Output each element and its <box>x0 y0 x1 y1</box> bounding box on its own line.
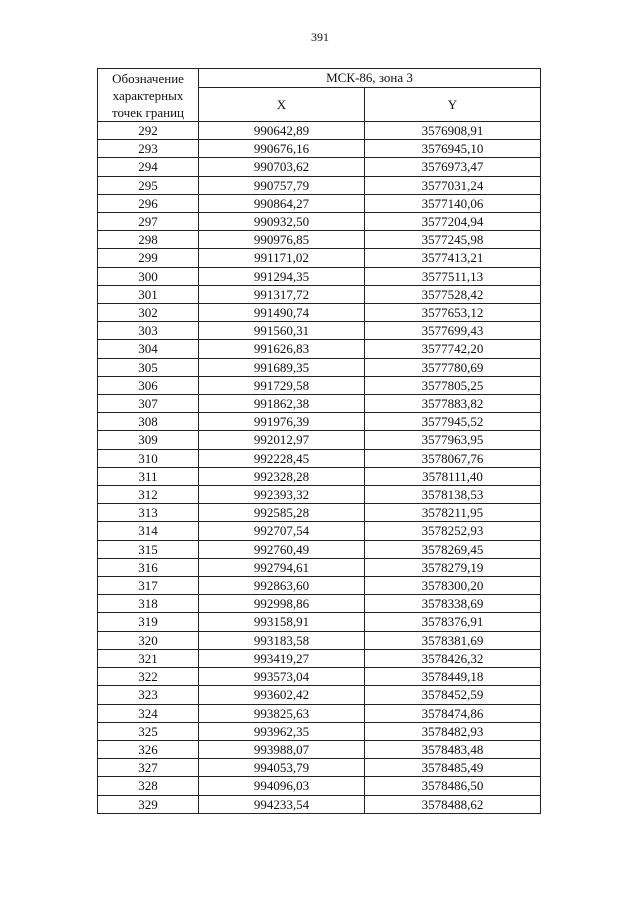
y-coordinate-cell: 3578449,18 <box>365 668 541 686</box>
y-coordinate-cell: 3578138,53 <box>365 486 541 504</box>
point-number-cell: 297 <box>98 213 199 231</box>
point-number-cell: 327 <box>98 759 199 777</box>
table-row <box>98 704 541 722</box>
x-coordinate-cell: 994233,54 <box>199 795 365 813</box>
y-coordinate-cell: 3578252,93 <box>365 522 541 540</box>
table-row <box>98 431 541 449</box>
point-number-cell: 319 <box>98 613 199 631</box>
y-coordinate-cell: 3577653,12 <box>365 304 541 322</box>
x-coordinate-cell: 991490,74 <box>199 304 365 322</box>
y-coordinate-cell: 3576945,10 <box>365 140 541 158</box>
header-point-designation: Обозначение характерных точек границ <box>98 69 199 122</box>
x-coordinate-cell: 993962,35 <box>199 722 365 740</box>
y-coordinate-cell: 3578474,86 <box>365 704 541 722</box>
x-coordinate-cell: 991976,39 <box>199 413 365 431</box>
x-coordinate-cell: 993158,91 <box>199 613 365 631</box>
table-row <box>98 322 541 340</box>
y-coordinate-cell: 3577511,13 <box>365 267 541 285</box>
point-number-cell: 318 <box>98 595 199 613</box>
x-coordinate-cell: 992393,32 <box>199 486 365 504</box>
table-row <box>98 740 541 758</box>
y-coordinate-cell: 3578426,32 <box>365 649 541 667</box>
point-number-cell: 303 <box>98 322 199 340</box>
table-row <box>98 285 541 303</box>
y-coordinate-cell: 3577031,24 <box>365 176 541 194</box>
x-coordinate-cell: 991317,72 <box>199 285 365 303</box>
y-coordinate-cell: 3576973,47 <box>365 158 541 176</box>
x-coordinate-cell: 991626,83 <box>199 340 365 358</box>
table-row <box>98 358 541 376</box>
header-x: X <box>199 88 365 122</box>
point-number-cell: 315 <box>98 540 199 558</box>
table-row <box>98 304 541 322</box>
y-coordinate-cell: 3577413,21 <box>365 249 541 267</box>
y-coordinate-cell: 3578376,91 <box>365 613 541 631</box>
y-coordinate-cell: 3578279,19 <box>365 558 541 576</box>
point-number-cell: 307 <box>98 395 199 413</box>
point-number-cell: 320 <box>98 631 199 649</box>
table-row <box>98 649 541 667</box>
header-coordinate-system: МСК-86, зона 3 <box>199 69 541 88</box>
table-row <box>98 467 541 485</box>
table-row <box>98 376 541 394</box>
x-coordinate-cell: 992228,45 <box>199 449 365 467</box>
table-row <box>98 231 541 249</box>
x-coordinate-cell: 990864,27 <box>199 194 365 212</box>
point-number-cell: 306 <box>98 376 199 394</box>
point-number-cell: 321 <box>98 649 199 667</box>
table-row <box>98 340 541 358</box>
x-coordinate-cell: 992707,54 <box>199 522 365 540</box>
x-coordinate-cell: 994096,03 <box>199 777 365 795</box>
x-coordinate-cell: 990676,16 <box>199 140 365 158</box>
x-coordinate-cell: 990703,62 <box>199 158 365 176</box>
header-y: Y <box>365 88 541 122</box>
point-number-cell: 323 <box>98 686 199 704</box>
x-coordinate-cell: 990757,79 <box>199 176 365 194</box>
x-coordinate-cell: 992863,60 <box>199 577 365 595</box>
table-row <box>98 140 541 158</box>
table-row <box>98 194 541 212</box>
x-coordinate-cell: 992760,49 <box>199 540 365 558</box>
table-row <box>98 668 541 686</box>
table-row <box>98 395 541 413</box>
point-number-cell: 324 <box>98 704 199 722</box>
x-coordinate-cell: 992328,28 <box>199 467 365 485</box>
x-coordinate-cell: 991729,58 <box>199 376 365 394</box>
table-row <box>98 795 541 813</box>
y-coordinate-cell: 3577805,25 <box>365 376 541 394</box>
x-coordinate-cell: 993602,42 <box>199 686 365 704</box>
point-number-cell: 325 <box>98 722 199 740</box>
point-number-cell: 298 <box>98 231 199 249</box>
table-row <box>98 413 541 431</box>
point-number-cell: 299 <box>98 249 199 267</box>
point-number-cell: 305 <box>98 358 199 376</box>
coordinates-table <box>97 68 541 814</box>
y-coordinate-cell: 3578488,62 <box>365 795 541 813</box>
point-number-cell: 296 <box>98 194 199 212</box>
x-coordinate-cell: 991862,38 <box>199 395 365 413</box>
page-number: 391 <box>311 30 329 44</box>
y-coordinate-cell: 3577699,43 <box>365 322 541 340</box>
point-number-cell: 310 <box>98 449 199 467</box>
y-coordinate-cell: 3578485,49 <box>365 759 541 777</box>
y-coordinate-cell: 3577883,82 <box>365 395 541 413</box>
table-row <box>98 486 541 504</box>
x-coordinate-cell: 993825,63 <box>199 704 365 722</box>
table-row <box>98 540 541 558</box>
point-number-cell: 329 <box>98 795 199 813</box>
y-coordinate-cell: 3578067,76 <box>365 449 541 467</box>
point-number-cell: 326 <box>98 740 199 758</box>
x-coordinate-cell: 991171,02 <box>199 249 365 267</box>
x-coordinate-cell: 992794,61 <box>199 558 365 576</box>
table-row <box>98 595 541 613</box>
y-coordinate-cell: 3578483,48 <box>365 740 541 758</box>
table-row <box>98 613 541 631</box>
y-coordinate-cell: 3577963,95 <box>365 431 541 449</box>
y-coordinate-cell: 3577945,52 <box>365 413 541 431</box>
y-coordinate-cell: 3578482,93 <box>365 722 541 740</box>
point-number-cell: 292 <box>98 122 199 140</box>
y-coordinate-cell: 3577140,06 <box>365 194 541 212</box>
y-coordinate-cell: 3578300,20 <box>365 577 541 595</box>
point-number-cell: 313 <box>98 504 199 522</box>
y-coordinate-cell: 3577742,20 <box>365 340 541 358</box>
y-coordinate-cell: 3577245,98 <box>365 231 541 249</box>
table-row <box>98 158 541 176</box>
table-row <box>98 504 541 522</box>
y-coordinate-cell: 3578486,50 <box>365 777 541 795</box>
y-coordinate-cell: 3578111,40 <box>365 467 541 485</box>
table-row <box>98 176 541 194</box>
y-coordinate-cell: 3578211,95 <box>365 504 541 522</box>
table-row <box>98 522 541 540</box>
point-number-cell: 304 <box>98 340 199 358</box>
x-coordinate-cell: 993419,27 <box>199 649 365 667</box>
y-coordinate-cell: 3577528,42 <box>365 285 541 303</box>
point-number-cell: 328 <box>98 777 199 795</box>
table-body <box>98 122 541 814</box>
table-row <box>98 213 541 231</box>
point-number-cell: 302 <box>98 304 199 322</box>
point-number-cell: 293 <box>98 140 199 158</box>
x-coordinate-cell: 993988,07 <box>199 740 365 758</box>
table-row <box>98 577 541 595</box>
x-coordinate-cell: 991560,31 <box>199 322 365 340</box>
table-row <box>98 686 541 704</box>
table-row <box>98 722 541 740</box>
x-coordinate-cell: 990642,89 <box>199 122 365 140</box>
table-row <box>98 759 541 777</box>
point-number-cell: 322 <box>98 668 199 686</box>
point-number-cell: 308 <box>98 413 199 431</box>
x-coordinate-cell: 994053,79 <box>199 759 365 777</box>
x-coordinate-cell: 991294,35 <box>199 267 365 285</box>
table-row <box>98 558 541 576</box>
y-coordinate-cell: 3578269,45 <box>365 540 541 558</box>
y-coordinate-cell: 3576908,91 <box>365 122 541 140</box>
point-number-cell: 317 <box>98 577 199 595</box>
x-coordinate-cell: 990976,85 <box>199 231 365 249</box>
x-coordinate-cell: 992585,28 <box>199 504 365 522</box>
y-coordinate-cell: 3578452,59 <box>365 686 541 704</box>
table-row <box>98 267 541 285</box>
point-number-cell: 316 <box>98 558 199 576</box>
table-row <box>98 249 541 267</box>
x-coordinate-cell: 993573,04 <box>199 668 365 686</box>
y-coordinate-cell: 3577780,69 <box>365 358 541 376</box>
x-coordinate-cell: 993183,58 <box>199 631 365 649</box>
point-number-cell: 300 <box>98 267 199 285</box>
y-coordinate-cell: 3577204,94 <box>365 213 541 231</box>
x-coordinate-cell: 991689,35 <box>199 358 365 376</box>
table-row <box>98 122 541 140</box>
x-coordinate-cell: 990932,50 <box>199 213 365 231</box>
point-number-cell: 295 <box>98 176 199 194</box>
x-coordinate-cell: 992998,86 <box>199 595 365 613</box>
table-row <box>98 777 541 795</box>
point-number-cell: 314 <box>98 522 199 540</box>
point-number-cell: 294 <box>98 158 199 176</box>
point-number-cell: 301 <box>98 285 199 303</box>
table-row <box>98 631 541 649</box>
y-coordinate-cell: 3578338,69 <box>365 595 541 613</box>
table-row <box>98 449 541 467</box>
point-number-cell: 311 <box>98 467 199 485</box>
x-coordinate-cell: 992012,97 <box>199 431 365 449</box>
y-coordinate-cell: 3578381,69 <box>365 631 541 649</box>
point-number-cell: 309 <box>98 431 199 449</box>
point-number-cell: 312 <box>98 486 199 504</box>
